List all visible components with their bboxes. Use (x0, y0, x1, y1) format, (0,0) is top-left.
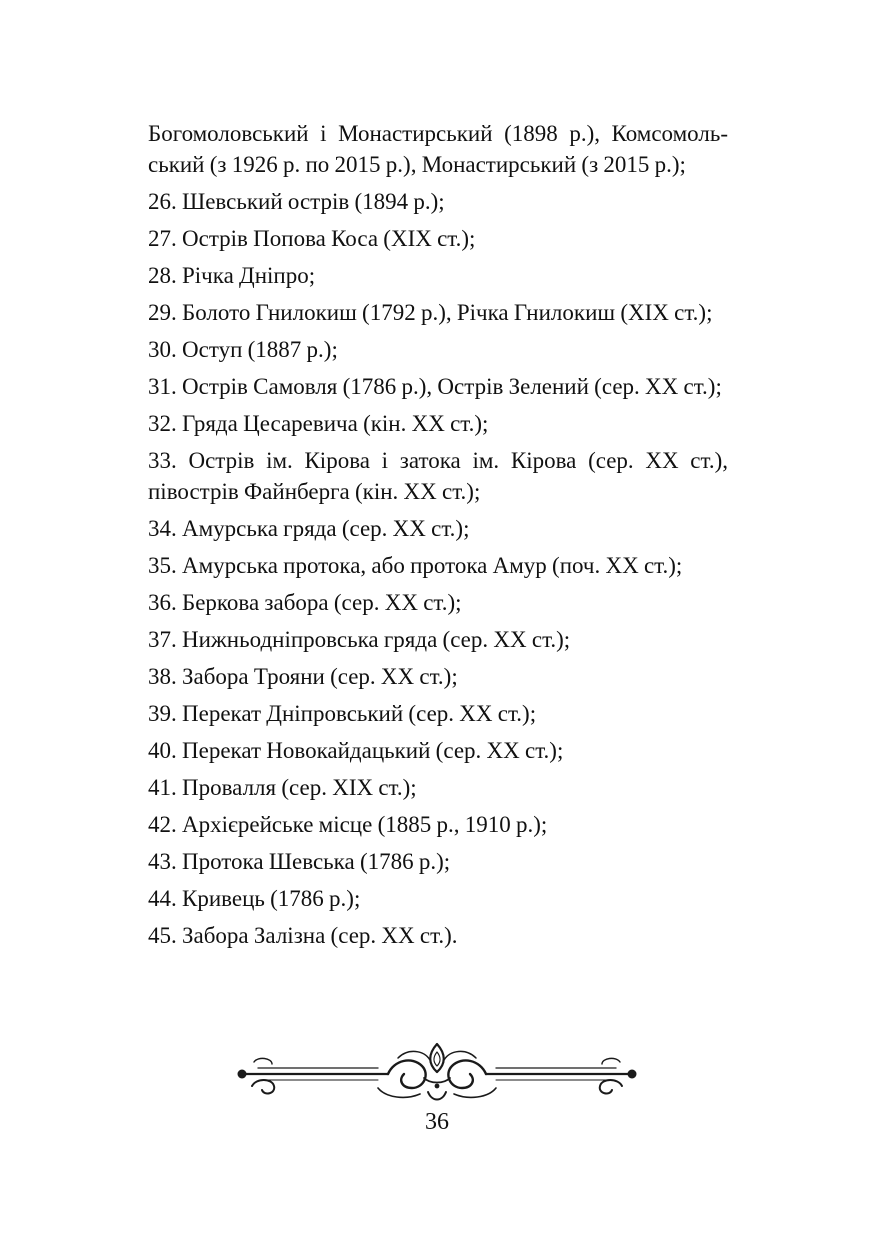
list-item: 30. Оступ (1887 р.); (148, 337, 338, 362)
list-item: 45. Забора Залізна (сер. XX ст.). (148, 923, 458, 948)
list-item: 32. Гряда Цесаревича (кін. XX ст.); (148, 411, 489, 436)
toponym-list (148, 118, 728, 951)
list-item: 31. Острів Самовля (1786 р.), Острів Зелений (сер. XX ст.); (148, 374, 722, 399)
list-item: 27. Острів Попова Коса (XIX ст.); (148, 226, 476, 251)
list-item: 28. Річка Дніпро; (148, 263, 316, 288)
list-item: 33. Острів ім. Кірова і затока ім. Кірова (сер. XX ст.), півострів Файнберга (кін. XX ст.); (148, 448, 728, 504)
list-item: 40. Перекат Новокайдацький (сер. XX ст.); (148, 738, 564, 763)
list-item: 44. Кривець (1786 р.); (148, 886, 361, 911)
list-item: 29. Болото Гнилокиш (1792 р.), Річка Гнилокиш (XIX ст.); (148, 300, 713, 325)
list-item: 36. Беркова забора (сер. XX ст.); (148, 590, 462, 615)
list-item: 43. Протока Шевська (1786 р.); (148, 849, 451, 874)
list-item: 42. Архієрейське місце (1885 р., 1910 р.); (148, 812, 548, 837)
page-number: 36 (425, 1109, 449, 1135)
list-item: 26. Шевський острів (1894 р.); (148, 189, 445, 214)
list-item: 35. Амурська протока, або протока Амур (поч. XX ст.); (148, 553, 683, 578)
list-item: 34. Амурська гряда (сер. XX ст.); (148, 516, 470, 541)
list-item: 38. Забора Трояни (сер. XX ст.); (148, 664, 458, 689)
list-item: 37. Нижньодніпровська гряда (сер. XX ст.); (148, 627, 571, 652)
decorative-scroll-divider-icon (228, 1038, 646, 1114)
list-item: Богомоловський і Монастирський (1898 р.), Комсомоль-ський (з 1926 р. по 2015 р.), Монастирський (з 2015 р.); (148, 121, 728, 177)
list-item: 39. Перекат Дніпровський (сер. XX ст.); (148, 701, 537, 726)
list-item: 41. Провалля (сер. XIX ст.); (148, 775, 417, 800)
